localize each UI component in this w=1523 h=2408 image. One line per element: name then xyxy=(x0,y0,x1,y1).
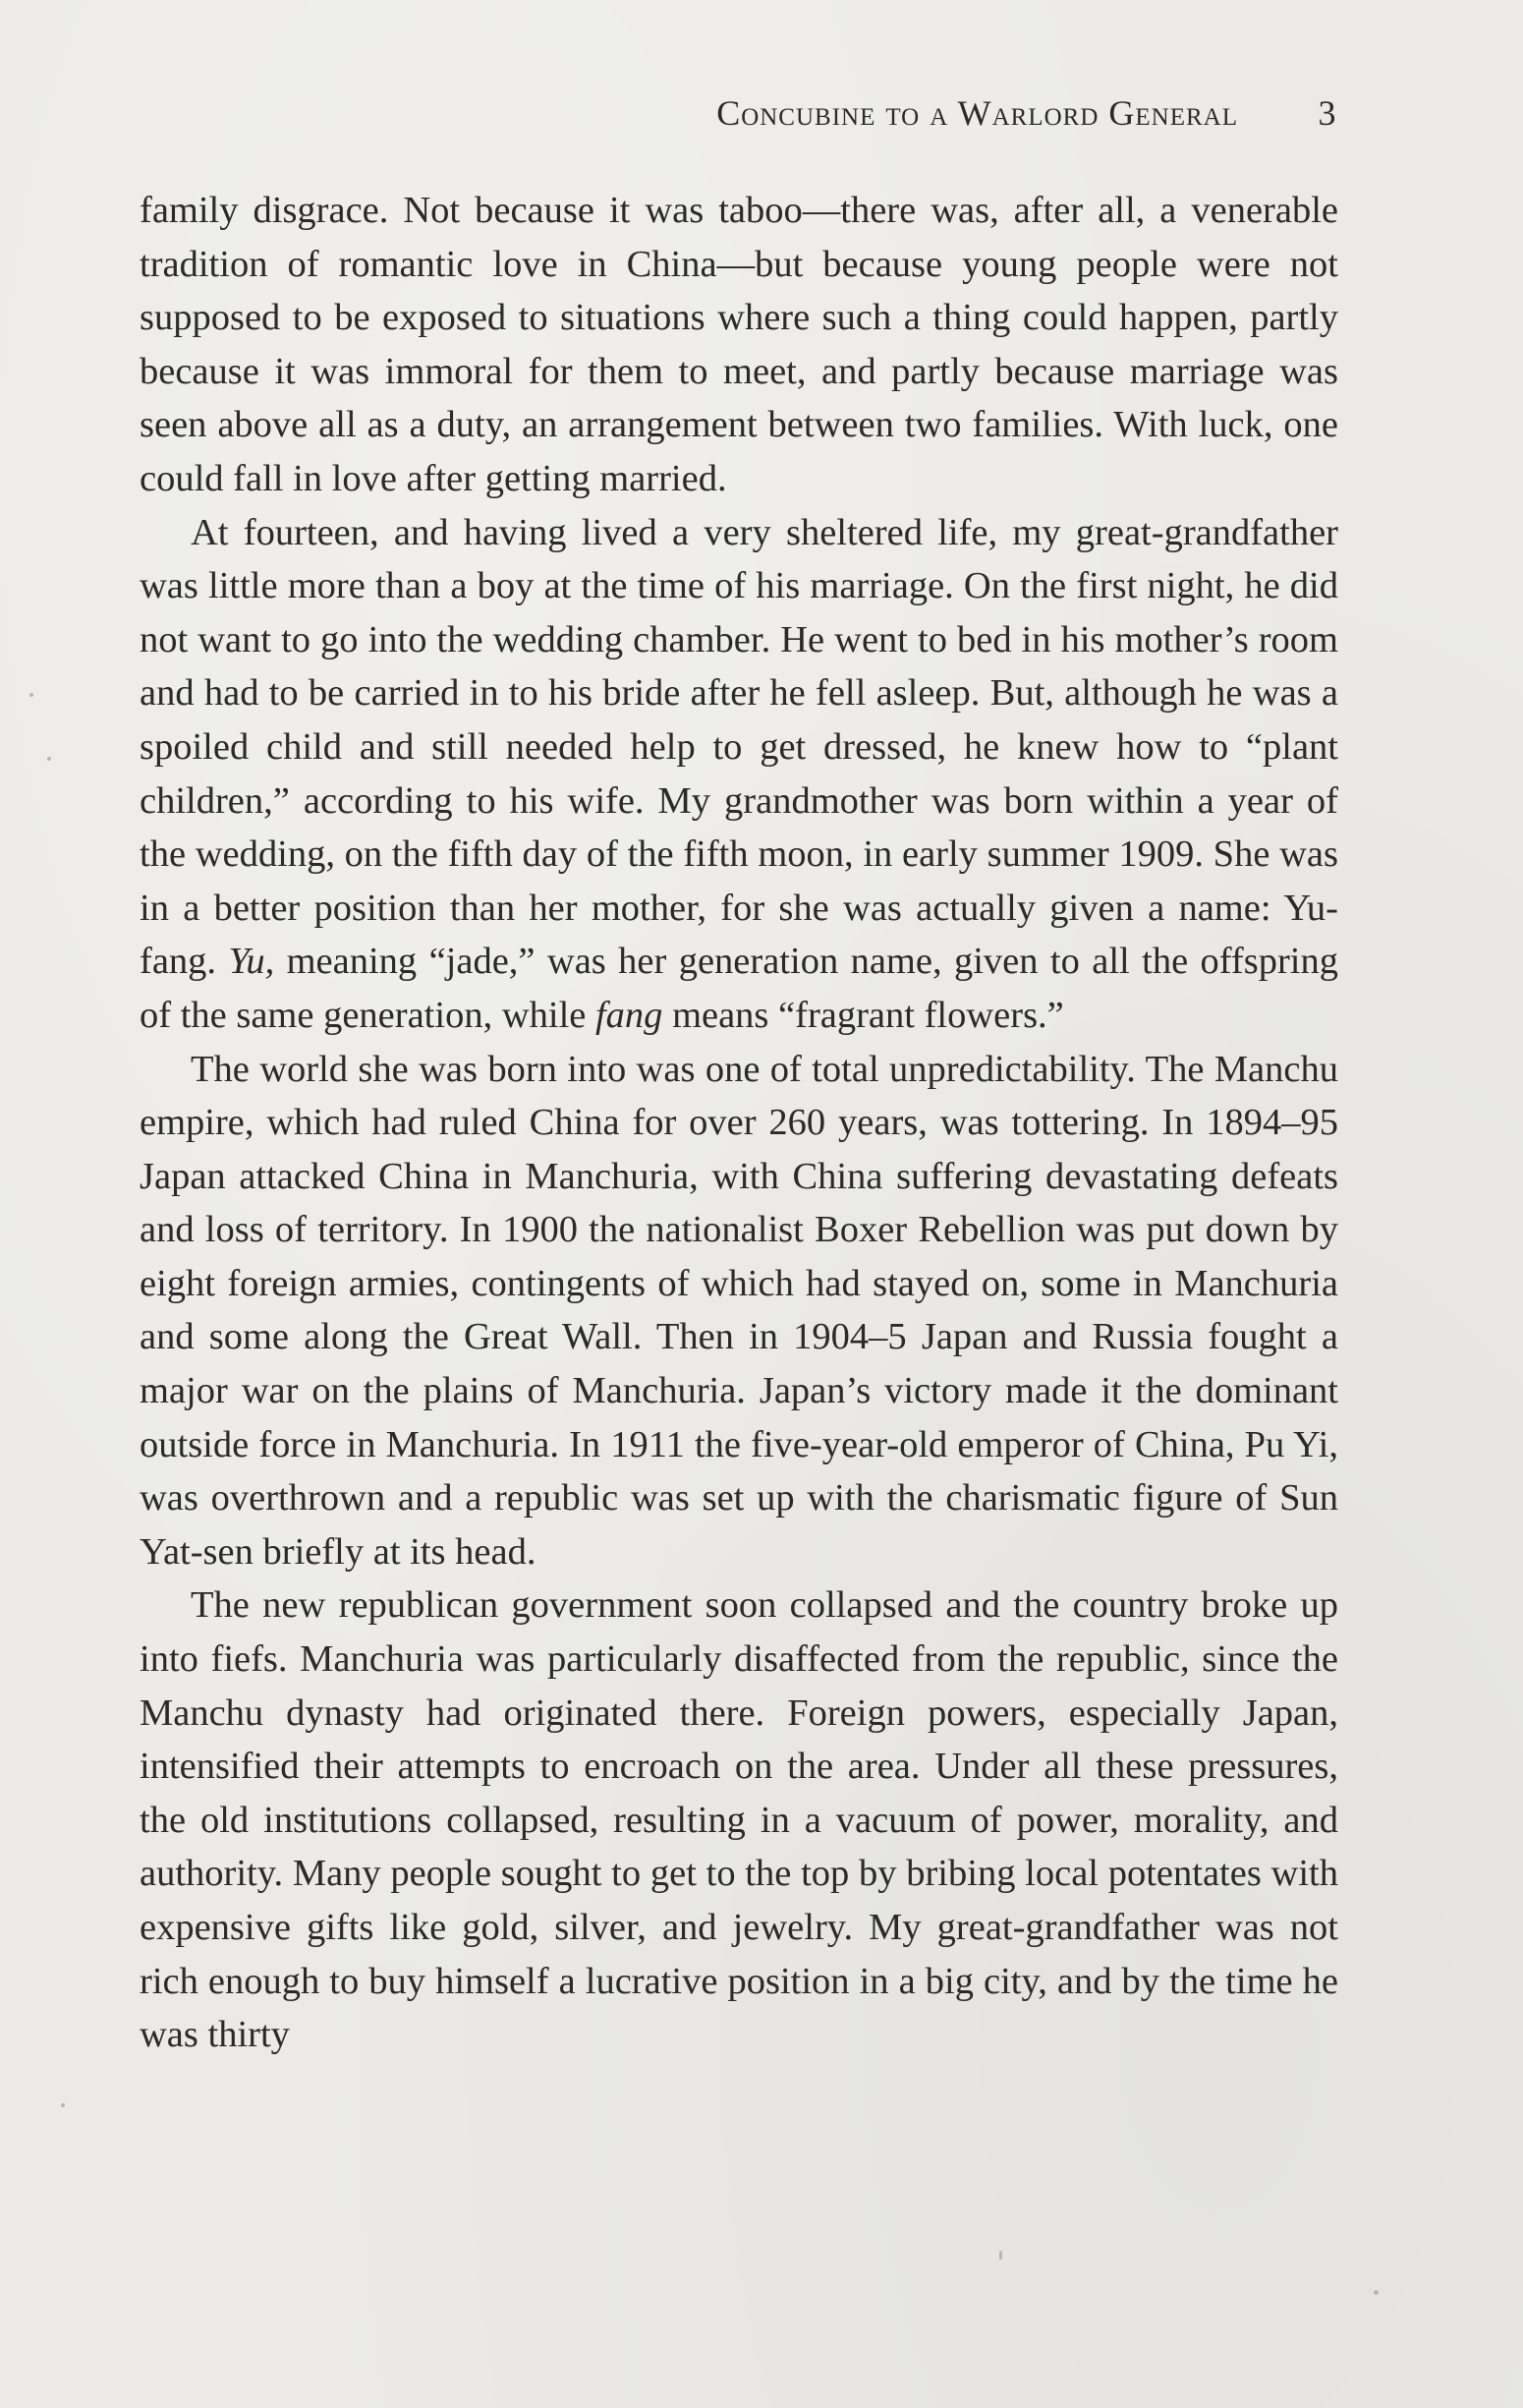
paper-speck xyxy=(29,693,33,697)
body-text xyxy=(140,184,1338,2062)
page-number: 3 xyxy=(1318,93,1336,133)
paragraph-3: The world she was born into was one of total unpredictability. The Manchu empire, which had ruled China for over 260 years, was tottering. In 1894–95 Japan attacked China in Manchuria, with China suffering devastating defeats and loss of territory. In 1900 the nationalist Boxer Rebellion was put down by eight foreign armies, contingents of which had stayed on, some in Manchuria and some along the Great Wall. Then in 1904–5 Japan and Russia fought a major war on the plains of Manchuria. Japan’s victory made it the dominant outside force in Manchuria. In 1911 the five-year-old emperor of China, Pu Yi, was overthrown and a republic was set up with the charismatic figure of Sun Yat-sen briefly at its head. xyxy=(140,1048,1338,1573)
paper-speck xyxy=(1374,2290,1379,2295)
paper-speck xyxy=(61,2103,65,2107)
paper-speck xyxy=(47,757,51,761)
paragraph-2 xyxy=(140,506,1338,1043)
running-title: Concubine to a Warlord General xyxy=(716,93,1238,133)
paragraph-2-text: At fourteen, and having lived a very sheltered life, my great-grandfather was little more than a boy at the time of his marriage. On the first night, he did not want to go into the wedding chamber. He went to bed in his mother’s room and had to be carried in to his bride after he fell asleep. But, although he was a spoiled child and still needed help to get dressed, he knew how to “plant children,” according to his wife. My grandmother was born within a year of the wedding, on the fifth day of the fifth moon, in early summer 1909. She was in a better position than her mother, for she was actually given a name: Yu-fang. xyxy=(140,511,1338,983)
fang-italic: fang xyxy=(594,994,663,1036)
paragraph-2-middle: meaning “jade,” was her generation name, given to all the offspring of the same generation, while xyxy=(140,941,1339,1036)
paper-speck xyxy=(999,2251,1002,2260)
paragraph-4: The new republican government soon collapsed and the country broke up into fiefs. Manchuria was particularly disaffected from the republic, since the Manchu dynasty had originated there. Foreign powers, especially Japan, intensified their attempts to encroach on the area. Under all these pressures, the old institutions collapsed, resulting in a vacuum of power, morality, and authority. Many people sought to get to the top by bribing local potentates with expensive gifts like gold, silver, and jewelry. My great-grandfather was not rich enough to buy himself a lucrative position in a big city, and by the time he was thirty xyxy=(140,1584,1338,2056)
paragraph-1: family disgrace. Not because it was taboo—there was, after all, a venerable tradition of romantic love in China—but because young people were not supposed to be exposed to situations where such a thing could happen, partly because it was immoral for them to meet, and partly because marriage was seen above all as a duty, an arrangement between two families. With luck, one could fall in love after getting married. xyxy=(140,190,1338,499)
running-header xyxy=(649,88,1336,138)
yu-italic: Yu, xyxy=(228,941,275,983)
paragraph-2-end: means “fragrant flowers.” xyxy=(662,994,1064,1036)
